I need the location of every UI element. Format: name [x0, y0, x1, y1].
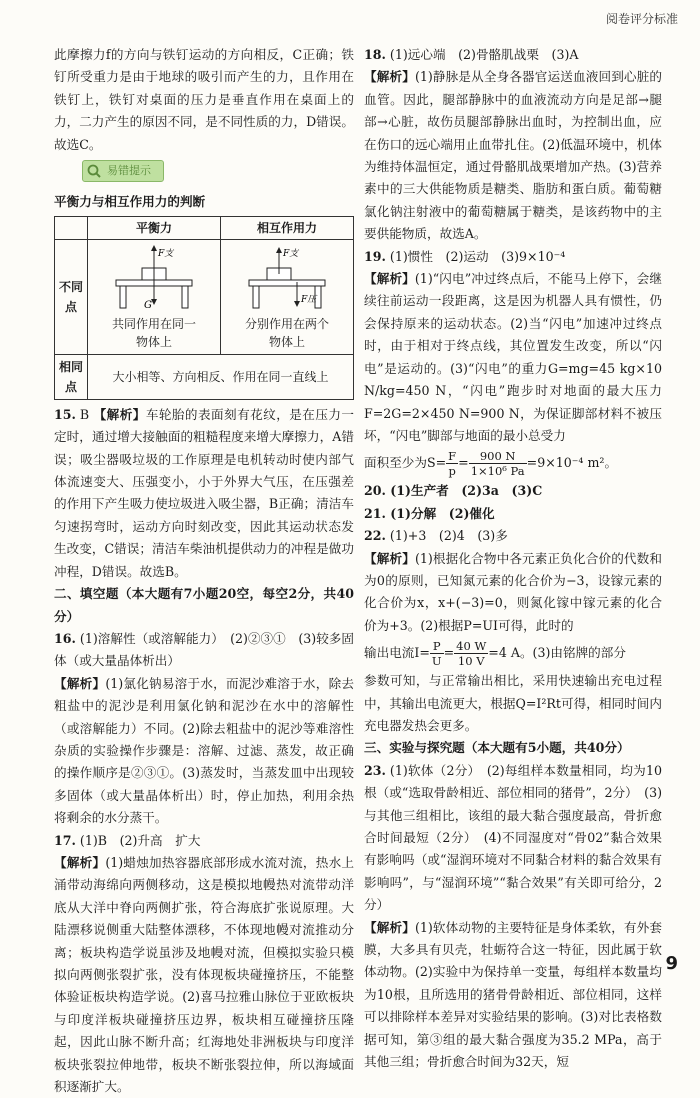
q16-answer: (1)溶解性（或溶解能力） (2)②③① (3)较多固体（或大量晶体析出）	[54, 630, 354, 669]
q19-formula-pre: 面积至少为S=	[364, 455, 447, 471]
q18-analysis: (1)静脉是从全身各器官运送血液回到心脏的血管。因此，腿部静脉中的血液流动方向是足部→腿部→心脏，故伤员腿部静脉出血时，为控制出血，应在伤口的远心端用止血带扎住。(2)低温环境中，机体为维持体温恒定，通过骨骼肌战栗增加产热。(3)营养素中的三大供能物质是糖类、脂肪和蛋白质。葡萄糖氯化钠注射液中的葡萄糖属于糖类，是该药物中的主要供能物质，故选A。	[364, 69, 662, 242]
table-corner-cell	[55, 216, 88, 239]
right-column	[364, 44, 662, 1073]
q15-analysis: 车轮胎的表面刻有花纹，是在压力一定时，通过增大接触面的粗糙程度来增大摩擦力，A错误；吸尘器吸垃圾的工作原理是电机转动时使内部气体流速变大、压强变小，小于外界大气压，在压强差的作用下产生吸力使垃圾进入吸尘器，B正确；清洁车匀速拐弯时，运动方向时刻改变，因此其运动状态发生改变，C错误；清洁车柴油机提供动力的冲程是做功冲程，D错误。故选B。	[54, 406, 355, 579]
q19-f2-num: 900 N	[469, 449, 527, 464]
interaction-cell-text: 分别作用在两个物体上	[245, 317, 330, 350]
q19-f2-den: 1×10⁶ Pa	[470, 464, 525, 479]
q23-analysis: (1)软体动物的主要特征是身体柔软，有外套膜，大多具有贝壳，牡蛎符合这一特征，因此属于软体动物。(2)实验中为保持单一变量，每组样本数量均为10根，且所选用的猪骨骨龄相近、部位相同，这样可以排除样本差异对实验结果的影响。(3)对比表格数据可知，第③组的最大黏合强度为35.2 MPa，高于其他三组；骨折愈合时间为32天，短	[364, 919, 662, 1070]
q18-answer: (1)远心端 (2)骨骼肌战栗 (3)A	[389, 47, 579, 62]
q17-analysis-tag: 【解析】	[54, 854, 106, 870]
section-2-title: 二、填空题（本大题有7小题20空，每空2分，共40分）	[54, 586, 354, 624]
q22-analysis: (1)根据化合物中各元素正负化合价的代数和为0的原则，已知氮元素的化合价为−3，设镓元素的化合价为x，x+(−3)=0，则氮化镓中镓元素的化合价为+3。(2)根据P=UI可得，此时的	[364, 550, 662, 633]
q22-fraction-2	[454, 639, 488, 668]
cell-interaction-diagram	[221, 239, 354, 354]
row-head-difference: 不同点	[55, 239, 88, 354]
row-head-same: 相同点	[55, 354, 88, 399]
q22-f2-den: 10 V	[457, 654, 485, 669]
question-23	[364, 760, 662, 917]
q19-f1-den: p	[448, 464, 456, 479]
q23-answer: (1)软体（2分） (2)每组样本数量相同，均为10根（或“选取骨龄相近、部位相同的猪骨”，2分） (3)与其他三组相比，该组的最大黏合强度最高，骨折愈合时间最短（2分） (4)不同湿度对“骨02”黏合效果有影响吗（或“湿润环境对不同黏合材料的黏合效果有影响吗”，与“湿润环境”“黏合效果”有关即可给分，2分）	[364, 762, 662, 913]
q16-analysis: (1)氯化钠易溶于水，而泥沙难溶于水，除去粗盐中的泥沙是利用氯化钠和泥沙在水中的溶解性（或溶解能力）不同。(2)除去粗盐中的泥沙等难溶性杂质的实验操作步骤是：溶解、过滤、蒸发，故正确的操作顺序是②③①。(3)蒸发时，当蒸发皿中出现较多固体（或大量晶体析出）时，停止加热，利用余热将剩余的水分蒸干。	[54, 675, 355, 826]
table-header-row	[55, 216, 354, 239]
magnifier-icon	[86, 163, 102, 179]
q19-analysis: (1)“闪电”冲过终点后，不能马上停下，会继续往前运动一段距离，这是因为机器人具有惯性，仍会保持原来的运动状态。(2)当“闪电”加速冲过终点时，由于相对于终点线，其位置发生改变，所以“闪电”是运动的。(3)“闪电”的重力G=mg=45 kg×10 N/kg=450 N，“闪电”跑步时对地面的最大压力F=2G=2×450 N=900 N，为保证脚部材料不被压坏，“闪电”脚部与地面的最小总受力	[364, 271, 663, 443]
q15-analysis-tag: 【解析】	[93, 406, 146, 422]
q22-formula-line	[364, 639, 662, 668]
question-18	[364, 44, 662, 66]
table-row-same	[55, 354, 354, 399]
question-22	[364, 525, 662, 547]
q22-f2-num: 40 W	[456, 639, 487, 654]
header-title: 阅卷评分标准	[605, 12, 678, 26]
q19-fraction-2	[469, 449, 527, 478]
question-17	[54, 830, 354, 852]
q22-formula-post: =4 A。(3)由铭牌的部分	[488, 645, 626, 661]
question-21: 21. (1)分解 (2)催化	[364, 505, 495, 521]
q16-number: 16.	[54, 630, 76, 646]
q17-answer: (1)B (2)升高 扩大	[79, 832, 201, 848]
header-interaction-force: 相互作用力	[221, 216, 354, 239]
q18-number: 18.	[364, 47, 386, 62]
q17-number: 17.	[54, 832, 76, 848]
balance-cell-text: 共同作用在同一物体上	[112, 317, 197, 350]
q23-analysis-tag: 【解析】	[364, 919, 415, 935]
paragraph-q14-end: 此摩擦力f的方向与铁钉运动的方向相反，C正确；铁钉所受重力是由于地球的吸引而产生的力，且作用在铁钉上，铁钉对桌面的压力是垂直作用在桌面上的力，二力产生的原因不同，是不同性质的力，D错误。故选C。	[54, 47, 354, 152]
cell-balance-diagram	[88, 239, 221, 354]
interaction-force-diagram	[231, 242, 343, 310]
q22-analysis-block	[364, 548, 662, 638]
q23-number: 23.	[364, 762, 386, 778]
table-title: 平衡力与相互作用力的判断	[54, 194, 206, 210]
q22-analysis-tag: 【解析】	[364, 550, 415, 566]
q22-formula-pre: 输出电流I=	[364, 645, 430, 661]
support-force-label: F支	[158, 249, 174, 260]
q15-number: 15.	[54, 406, 76, 422]
page-number: 9	[665, 952, 678, 974]
q19-number: 19.	[364, 248, 386, 264]
q22-analysis-cont: 参数可知，与正常输出相比，采用快速输出充电过程中，其输出电流更大，根据Q=I²Rt可得，相同时间内充电器发热会更多。	[364, 673, 662, 733]
q18-analysis-block	[364, 66, 662, 245]
q19-f1-num: F	[448, 449, 457, 464]
q19-formula-mid: =	[458, 455, 469, 471]
section-3-title: 三、实验与探究题（本大题有5小题，共40分）	[364, 740, 630, 756]
q19-analysis-tag: 【解析】	[364, 271, 415, 287]
q18-analysis-tag: 【解析】	[364, 69, 415, 85]
badge-label: 易错提示	[107, 164, 151, 178]
q23-analysis-block	[364, 917, 662, 1074]
force-comparison-table	[54, 216, 354, 400]
q19-formula-line	[364, 449, 662, 478]
q16-analysis-tag: 【解析】	[54, 675, 106, 691]
q22-fraction-1	[430, 639, 444, 668]
pressure-force-label: F压	[301, 295, 317, 306]
left-column	[54, 44, 354, 1098]
question-19	[364, 246, 662, 268]
q19-analysis-block	[364, 268, 662, 447]
q22-number: 22.	[364, 528, 386, 544]
header-balance-force: 平衡力	[88, 216, 221, 239]
q16-analysis-block	[54, 673, 354, 830]
tip-badge	[82, 160, 164, 182]
q15-answer: B	[79, 406, 90, 422]
balance-force-diagram	[98, 242, 210, 310]
q17-analysis: (1)蜡烛加热容器底部形成水流对流，热水上涌带动海绵向两侧移动，这是模拟地幔热对流带动洋底从大洋中脊向两侧扩张，符合海底扩张说原理。大陆漂移说侧重大陆整体漂移，不体现地幔对流推动分离；板块构造学说虽涉及地幔对流，但模拟实验只模拟向两侧张裂扩张，没有体现板块碰撞挤压，不能整体验证板块构造学说。(2)喜马拉雅山脉位于亚欧板块与印度洋板块碰撞挤压边界，板块相互碰撞挤压隆起，因此山脉不断升高；红海地处非洲板块与印度洋板块张裂拉伸地带，板块不断张裂拉伸，所以海域面积逐渐扩大。	[54, 854, 355, 1095]
q22-formula-mid: =	[443, 645, 455, 661]
question-15	[54, 404, 354, 583]
question-20: 20. (1)生产者 (2)3a (3)C	[364, 483, 543, 499]
q22-answer: (1)+3 (2)4 (3)多	[389, 528, 508, 544]
q19-formula-post: =9×10⁻⁴ m²。	[526, 455, 618, 471]
q19-answer: (1)惯性 (2)运动 (3)9×10⁻⁴	[389, 248, 566, 264]
q19-fraction-1	[446, 449, 458, 478]
table-row-difference	[55, 239, 354, 354]
q22-f1-num: P	[430, 639, 444, 654]
gravity-label: G	[144, 300, 152, 311]
cell-same-text: 大小相等、方向相反、作用在同一直线上	[88, 354, 354, 399]
q17-analysis-block	[54, 852, 354, 1098]
question-16	[54, 628, 354, 673]
q22-f1-den: U	[431, 654, 442, 669]
support-force-label-2: F支	[283, 249, 299, 260]
